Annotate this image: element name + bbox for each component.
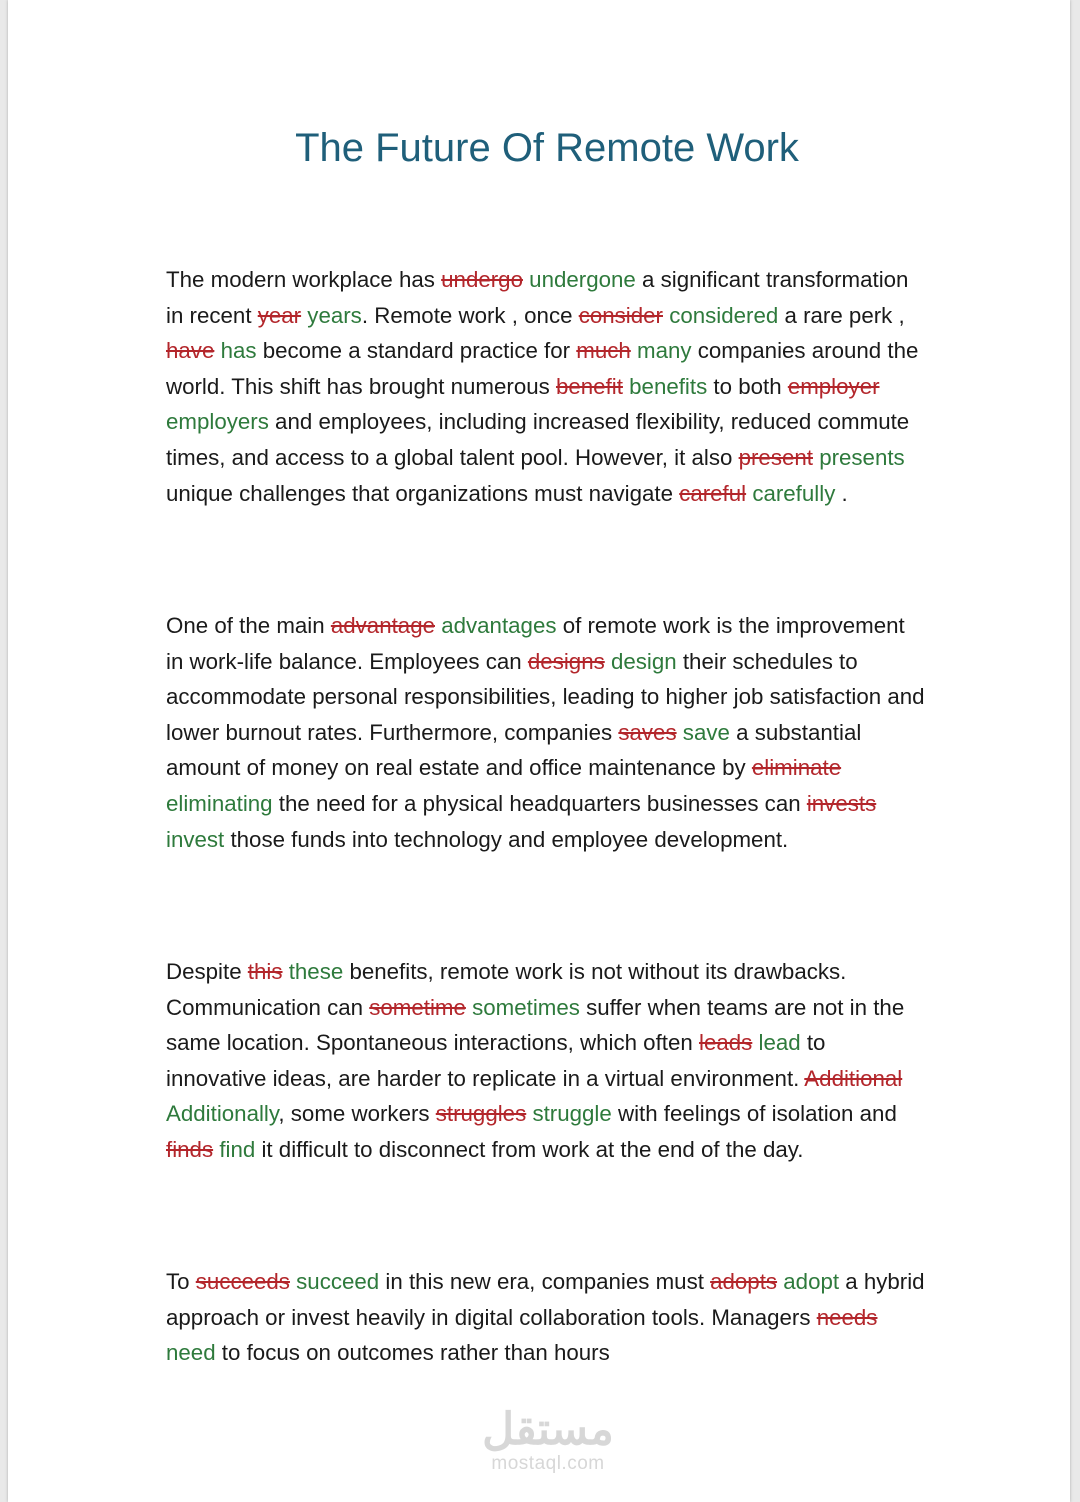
inserted-text: carefully — [752, 480, 836, 506]
inserted-text: save — [682, 719, 730, 745]
body-text: to focus on outcomes rather than hours — [215, 1340, 610, 1366]
body-text: and employees, including increased flexibility, reduced commute times, and access to a global talent pool. However, it also — [166, 409, 910, 470]
deleted-text: finds — [166, 1136, 214, 1162]
deleted-text: adopts — [710, 1269, 778, 1294]
inserted-text: considered — [669, 302, 779, 328]
inserted-text: advantages — [441, 613, 557, 638]
deleted-text: benefit — [555, 373, 623, 399]
inserted-text: find — [219, 1136, 256, 1162]
body-text: with feelings of isolation and — [611, 1101, 897, 1127]
body-text: a significant transformation in recent — [166, 267, 909, 328]
watermark-logo: مستقل — [482, 1405, 614, 1454]
body-text: benefits, remote work is not without its drawbacks. Communication can — [166, 959, 847, 1020]
inserted-text: lead — [758, 1030, 801, 1056]
deleted-text: advantage — [330, 613, 435, 638]
deleted-text: employer — [787, 373, 880, 399]
body-text: a hybrid approach or invest heavily in digital collaboration tools. Managers — [166, 1269, 925, 1330]
deleted-text: undergo — [441, 267, 523, 292]
body-text: the need for a physical headquarters businesses can — [272, 790, 807, 816]
deleted-text: present — [738, 444, 813, 470]
inserted-text: struggle — [532, 1101, 612, 1127]
document-title: The Future Of Remote Work — [295, 126, 799, 170]
watermark — [448, 1406, 648, 1474]
body-text: . — [835, 480, 848, 506]
paragraph — [166, 1264, 926, 1371]
deleted-text: have — [166, 338, 215, 364]
body-text: a rare perk , — [778, 302, 905, 328]
body-text: a substantial amount of money on real estate and office maintenance by — [166, 719, 862, 781]
inserted-text: succeed — [296, 1269, 380, 1294]
inserted-text: Additionally — [166, 1101, 279, 1127]
body-text: . Remote work , once — [361, 302, 579, 328]
watermark-site: mostaql.com — [491, 1453, 605, 1474]
deleted-text: succeeds — [195, 1269, 290, 1294]
body-text: become a standard practice for — [256, 338, 577, 364]
deleted-text: much — [576, 338, 631, 364]
body-text: those funds into technology and employee development. — [224, 826, 789, 852]
inserted-text: benefits — [629, 373, 708, 399]
body-text: their schedules to accommodate personal responsibilities, leading to higher job satisfaction and lower burnout rates. Furthermore, companies — [166, 648, 925, 745]
deleted-text: leads — [698, 1030, 753, 1056]
body-text: in this new era, companies must — [379, 1269, 711, 1294]
body-text: it difficult to disconnect from work at the end of the day. — [255, 1136, 804, 1162]
inserted-text: design — [610, 648, 677, 674]
inserted-text: adopt — [783, 1269, 840, 1294]
deleted-text: this — [247, 959, 283, 984]
inserted-text: eliminating — [166, 790, 273, 816]
body-text: To — [166, 1269, 196, 1294]
inserted-text: these — [288, 959, 344, 984]
inserted-text: employers — [166, 409, 269, 435]
inserted-text: sometimes — [472, 994, 580, 1020]
deleted-text: saves — [618, 719, 677, 745]
paragraph — [166, 262, 926, 511]
inserted-text: presents — [819, 444, 905, 470]
deleted-text: designs — [527, 648, 605, 674]
body-text: of remote work is the improvement in work-life balance. Employees can — [166, 613, 905, 674]
document-page — [8, 0, 1070, 1502]
paragraph — [166, 608, 926, 857]
body-text: unique challenges that organizations must navigate — [166, 480, 680, 506]
deleted-text: Additional — [804, 1065, 903, 1091]
body-text: , some workers — [278, 1101, 436, 1127]
inserted-text: undergone — [529, 267, 636, 292]
deleted-text: consider — [578, 302, 663, 328]
body-text: One of the main — [166, 613, 331, 638]
inserted-text: years — [307, 302, 362, 328]
body-text: to innovative ideas, are harder to replicate in a virtual environment. — [166, 1030, 826, 1091]
inserted-text: has — [220, 338, 257, 364]
deleted-text: eliminate — [751, 755, 842, 781]
deleted-text: invests — [806, 790, 877, 816]
body-text: to both — [707, 373, 788, 399]
deleted-text: sometime — [369, 994, 466, 1020]
body-text: The modern workplace has — [166, 267, 442, 292]
deleted-text: careful — [679, 480, 747, 506]
body-text: companies around the world. This shift has brought numerous — [166, 338, 919, 399]
body-text: Despite — [166, 959, 248, 984]
inserted-text: invest — [166, 826, 225, 852]
body-text: suffer when teams are not in the same location. Spontaneous interactions, which often — [166, 994, 905, 1056]
deleted-text: year — [257, 302, 302, 328]
inserted-text: need — [166, 1340, 216, 1366]
deleted-text: needs — [816, 1304, 878, 1330]
inserted-text: many — [637, 338, 692, 364]
deleted-text: struggles — [435, 1101, 527, 1127]
paragraph — [166, 954, 926, 1168]
